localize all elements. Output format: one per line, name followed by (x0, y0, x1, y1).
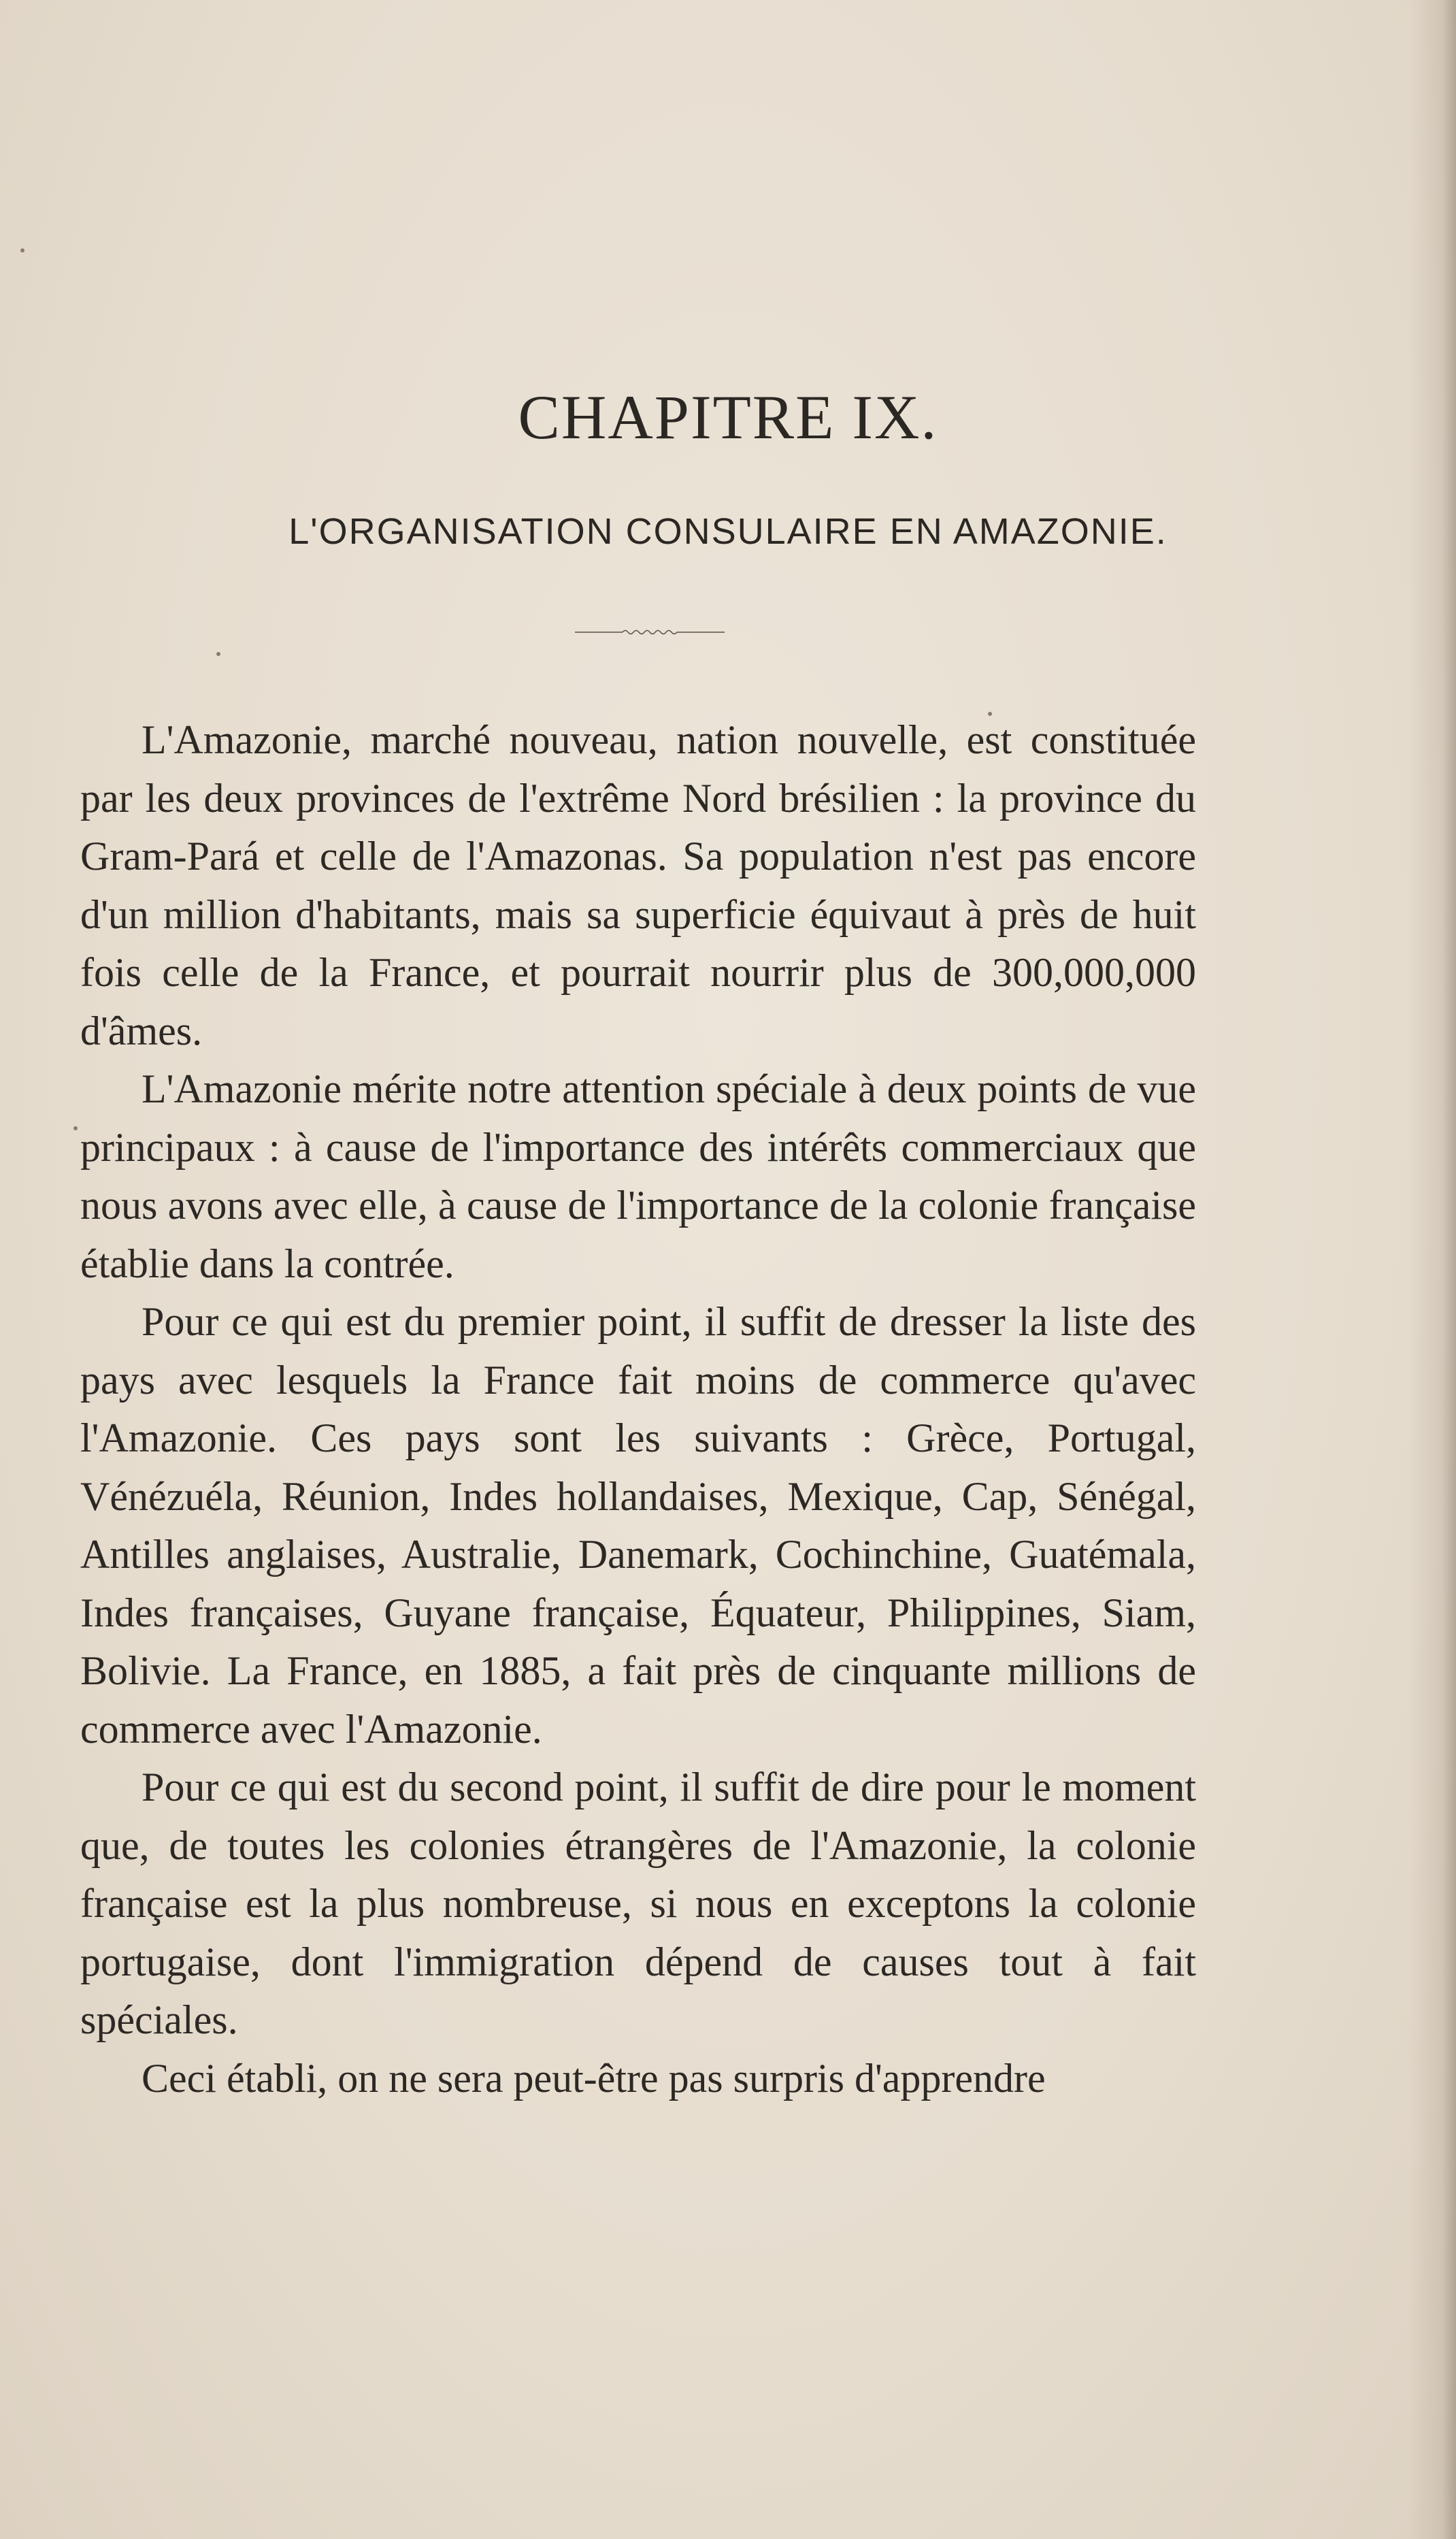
ornament-divider (575, 627, 725, 636)
paragraph-2: L'Amazonie mérite notre attention spéciale à deux points de vue principaux : à cause de l'importance des intérêts commerciaux que nous avons avec elle, à cause de l'importance de la colonie française établie dans la contrée. (80, 1066, 1196, 1286)
paper-speck (20, 248, 24, 252)
paper-speck (988, 712, 992, 716)
chapter-subtitle: L'ORGANISATION CONSULAIRE EN AMAZONIE. (288, 511, 1168, 552)
paper-speck (73, 1126, 78, 1130)
paragraph-4: Pour ce qui est du second point, il suffit de dire pour le moment que, de toutes les colonies étrangères de l'Amazonie, la colonie française est la plus nombreuse, si nous en exceptons la colonie portugaise, dont l'immigration dépend de causes tout à fait spéciales. (80, 1765, 1196, 2042)
paragraph-1: L'Amazonie, marché nouveau, nation nouvelle, est constituée par les deux provinces de l'extrême Nord brésilien : la province du Gram-Pará et celle de l'Amazonas. Sa population n'est pas encore d'un million d'habitants, mais sa superficie équivaut à près de huit fois celle de la France, et pourrait nourrir plus de 300,000,000 d'âmes. (80, 717, 1196, 1053)
chapter-title: CHAPITRE IX. (518, 382, 938, 452)
paper-speck (216, 652, 220, 656)
paragraph-3: Pour ce qui est du premier point, il suffit de dresser la liste des pays avec lesquels la France fait moins de commerce qu'avec l'Amazonie. Ces pays sont les suivants : Grèce, Portugal, Vénézuéla, Réunion, Indes hollandaises, Mexique, Cap, Sénégal, Antilles anglaises, Australie, Danemark, Cochinchine, Guatémala, Indes françaises, Guyane française, Équateur, Philippines, Siam, Bolivie. La France, en 1885, a fait près de cinquante millions de commerce avec l'Amazonie. (80, 1299, 1196, 1752)
paragraph-5: Ceci établi, on ne sera peut-être pas surpris d'apprendre (142, 2055, 1046, 2101)
body-text (80, 711, 1196, 2108)
